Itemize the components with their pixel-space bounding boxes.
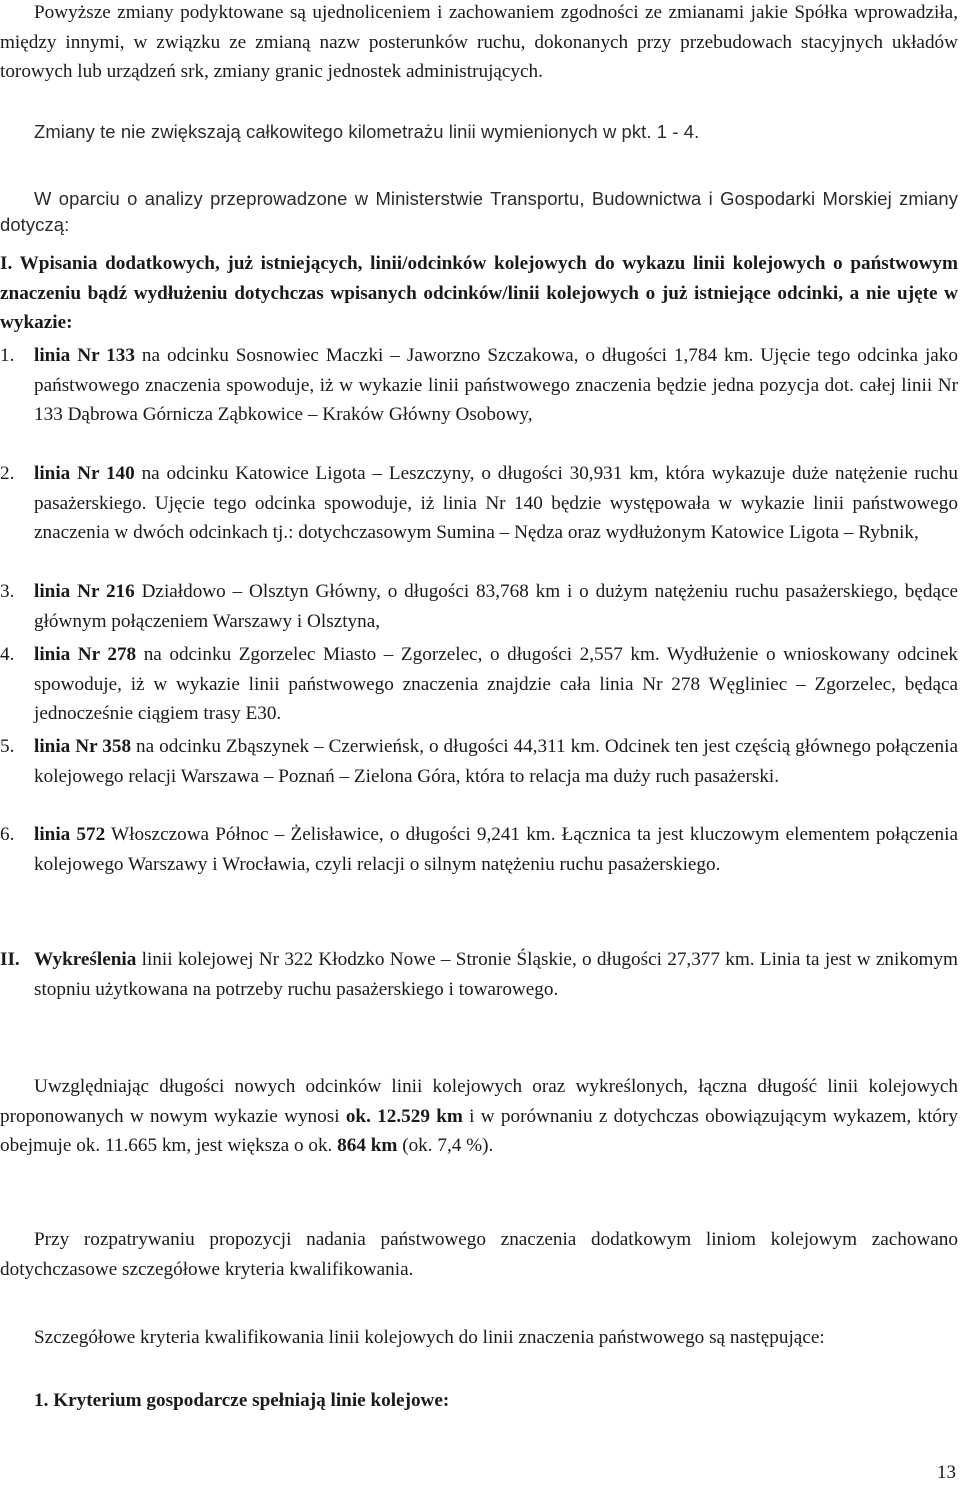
line-name: linia Nr 278 xyxy=(34,644,137,665)
summary-paragraph xyxy=(0,1072,958,1161)
criterion-heading xyxy=(34,1386,958,1416)
criterion-title: Kryterium gospodarcze spełniają linie kolejowe: xyxy=(53,1390,450,1411)
list-item-text: na odcinku Sosnowiec Maczki – Jaworzno Szczakowa, o długości 1,784 km. Ujęcie tego odcinka jako państwowego znaczenia spowoduje, iż w wykazie linii państwowego znaczenia będzie jedna pozycja dot. całej linii Nr 133 Dąbrowa Górnicza Ząbkowice – Kraków Główny Osobowy, xyxy=(34,345,958,425)
list-item-number: 4. xyxy=(0,644,15,665)
line-name: linia 572 xyxy=(34,824,106,845)
criteria-paragraph: Przy rozpatrywaniu propozycji nadania państwowego znaczenia dodatkowym liniom kolejowym zachowano dotychczasowe szczegółowe kryteria kwalifikowania. xyxy=(0,1229,958,1280)
intro-note: Zmiany te nie zwiększają całkowitego kilometrażu linii wymienionych w pkt. 1 - 4. xyxy=(34,121,700,142)
line-name: linia Nr 358 xyxy=(34,736,132,757)
summary-text: i w porównaniu z dotychczas obowiązującym wykazem, który obejmuje ok. 11.665 km, jest większa o ok. xyxy=(0,1105,958,1156)
list-item-text: na odcinku Zbąszynek – Czerwieńsk, o długości 44,311 km. Odcinek ten jest częścią głównego połączenia kolejowego relacji Warszawa – Poznań – Zielona Góra, która to relacja ma duży ruch pasażerski. xyxy=(34,736,958,787)
list-item xyxy=(0,459,958,548)
list-item-text: na odcinku Zgorzelec Miasto – Zgorzelec, o długości 2,557 km. Wydłużenie o wnioskowany odcinek spowoduje, iż w wykazie linii państwowego znaczenia znajdzie cała linia Nr 278 Węgliniec – Zgorzelec, będąca jednocześnie ciągiem trasy E30. xyxy=(34,644,958,724)
section-1-title: Wpisania dodatkowych, już istniejących, linii/odcinków kolejowych do wykazu linii kolejowych o państwowym znaczeniu bądź wydłużeniu dotychczas wpisanych odcinków/linii kolejowych o już istniejące odcinki, a nie ujęte w wykazie: xyxy=(0,253,958,333)
length-difference: 864 km xyxy=(337,1135,398,1156)
list-item-text: Działdowo – Olsztyn Główny, o długości 83,768 km i o dużym natężeniu ruchu pasażerskiego, będące głównym połączeniem Warszawy i Olsztyna, xyxy=(34,581,958,632)
detailed-criteria-paragraph: Szczegółowe kryteria kwalifikowania linii kolejowych do linii znaczenia państwowego są następujące: xyxy=(34,1327,825,1348)
list-item xyxy=(0,820,958,879)
list-item-text: Włoszczowa Północ – Żelisławice, o długości 9,241 km. Łącznica ta jest kluczowym elementem połączenia kolejowego Warszawy i Wrocławia, czyli relacji o silnym natężeniu ruchu pasażerskiego. xyxy=(34,824,958,875)
section-2 xyxy=(0,945,958,1004)
line-name: linia Nr 133 xyxy=(34,345,135,366)
section-1-heading xyxy=(0,249,958,338)
section-2-text: linii kolejowej Nr 322 Kłodzko Nowe – Stronie Śląskie, o długości 27,377 km. Linia ta jest w znikomym stopniu użytkowana na potrzeby ruchu pasażerskiego i towarowego. xyxy=(34,949,958,1000)
list-item xyxy=(0,732,958,791)
section-2-number: II. xyxy=(0,949,20,970)
list-item-number: 5. xyxy=(0,736,15,757)
section-2-title: Wykreślenia xyxy=(34,949,137,970)
list-item-number: 2. xyxy=(0,463,15,484)
list-item xyxy=(0,577,958,636)
list-item-number: 3. xyxy=(0,581,15,602)
list-item xyxy=(0,341,958,430)
list-item-number: 1. xyxy=(0,345,15,366)
list-item-text: na odcinku Katowice Ligota – Leszczyny, o długości 30,931 km, która wykazuje duże natężenie ruchu pasażerskiego. Ujęcie tego odcinka spowoduje, iż linia Nr 140 będzie występowała w wykazie linii państwowego znaczenia w dwóch odcinkach tj.: dotychczasowym Sumina – Nędza oraz wydłużonym Katowice Ligota – Rybnik, xyxy=(34,463,958,543)
section-1-number: I. xyxy=(0,253,13,274)
line-name: linia Nr 216 xyxy=(34,581,135,602)
intro-paragraph: Powyższe zmiany podyktowane są ujednoliceniem i zachowaniem zgodności ze zmianami jakie Spółka wprowadziła, między innymi, w związku ze zmianą nazw posterunków ruchu, dokonanych przy przebudowach stacyjnych układów torowych lub urządzeń srk, zmiany granic jednostek administrujących. xyxy=(0,2,958,82)
summary-text: Uwzględniając długości nowych odcinków linii kolejowych oraz wykreślonych, łączna długość linii kolejowych proponowanych w nowym wykazie wynosi xyxy=(0,1076,958,1127)
list-item xyxy=(0,640,958,729)
total-length: ok. 12.529 km xyxy=(345,1105,463,1127)
list-item-number: 6. xyxy=(0,824,15,845)
criterion-number: 1. xyxy=(34,1390,49,1411)
page-number: 13 xyxy=(937,1462,956,1483)
analysis-paragraph: W oparciu o analizy przeprowadzone w Ministerstwie Transportu, Budownictwa i Gospodarki Morskiej zmiany dotyczą: xyxy=(0,188,958,235)
line-name: linia Nr 140 xyxy=(34,463,135,484)
summary-text: (ok. 7,4 %). xyxy=(397,1135,494,1156)
